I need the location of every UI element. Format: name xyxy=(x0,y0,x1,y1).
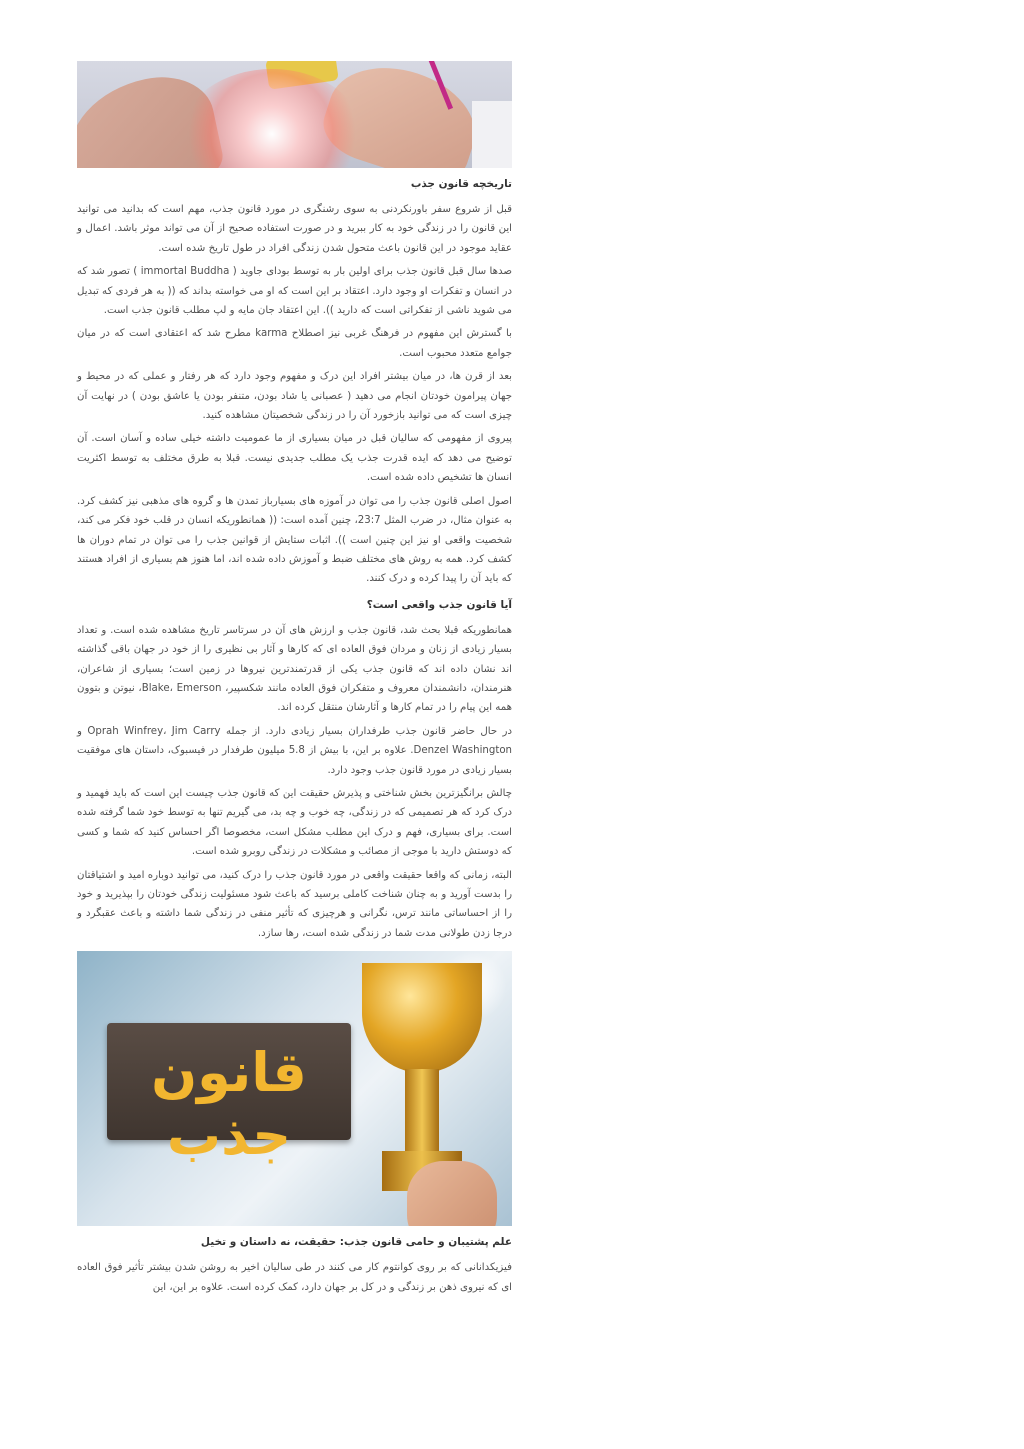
section-heading: آیا قانون جذب واقعی است؟ xyxy=(366,598,512,611)
paragraph: فیزیکدانانی که بر روی کوانتوم کار می کنند در طی سالیان اخیر به روشن شدن بیشتر تأثیر فوق العاده ای که نیروی ذهن بر زندگی و در کل بر جهان دارد، کمک کرده است. علاوه بر این، این xyxy=(77,1262,512,1293)
paragraph: همانطوریکه قبلا بحث شد، قانون جذب و ارزش های آن در سرتاسر تاریخ مشاهده شده است. و تعداد بسیار زیادی از زنان و مردان فوق العاده ای که کارها و آثار بی نظیری را از خود در جهان باقی گذاشته اند نشان داده اند که قانون جذب یکی از قدرتمندترین نیروها در زمین است؛ بسیاری از شاعران، هنرمندان، دانشمندان معروف و متفکران فوق العاده مانند شکسپیر، Blake، Emerson، نیوتن و بتوون همه این پیام را در تمام کارها و آثارشان منتقل کرده اند. xyxy=(77,624,513,714)
paragraph: صدها سال قبل قانون جذب برای اولین بار به توسط بودای جاوید ( immortal Buddha ) تصور شد که در انسان و تفکرات او وجود دارد. اعتقاد بر این است که او می خواسته بداند که (( به هر فردی که تبدیل می شوید ناشی از تفکراتی است که دارید )). این اعتقاد جان مایه و لپ مطلب قانون جذب است. xyxy=(77,266,513,317)
paragraph: البته، زمانی که واقعا حقیقت واقعی در مورد قانون جذب را درک کنید، می توانید دوباره امید و اشتیاقتان را بدست آورید و به چنان شناخت کاملی برسید که باعث شود مسئولیت زندگی خودتان را بپذیرید و خود را از احساساتی مانند ترس، نگرانی و هرچیزی که تأثیر منفی در زندگی شما داشته و باعث عقبگرد و درجا زدن طولانی مدت شما در زندگی شده است، رها سازد. xyxy=(77,869,512,939)
paragraph: چالش برانگیزترین بخش شناختی و پذیرش حقیقت این که قانون جذب چیست این است که باید فهمید و درک کرد که هر تصمیمی که در زندگی، چه خوب و چه بد، می گیریم تنها به توسط خود شما گرفته شده است. برای بسیاری، فهم و درک این مطلب مشکل است، مخصوصا اگر احساس کنید که شما و کسی که دوستش دارید با موجی از مصائب و مشکلات در زندگی روبرو شده است. xyxy=(77,787,512,858)
sleeve-shape xyxy=(472,101,512,168)
paragraph: در حال حاضر قانون جذب طرفداران بسیار زیادی دارد. از جمله Oprah Winfrey، Jim Carry و Denzel Washington. علاوه بر این، با بیش از 5.8 میلیون طرفدار در فیسبوک، داستان های موفقیت بسیار زیادی در مورد قانون جذب وجود دارد. xyxy=(77,725,513,776)
section-heading: تاریخچه قانون جذب xyxy=(410,178,512,190)
hero-image xyxy=(77,61,512,168)
paragraph: پیروی از مفهومی که سالیان قبل در میان بسیاری از ما عمومیت داشته خیلی ساده و آسان است. آن توضیح می دهد که ایده قدرت جذب یک مطلب جدیدی نیست. قبلا به طرق مختلف به توسط اکثریت انسان ها تشخیص داده شده است. xyxy=(77,433,512,484)
trophy-image xyxy=(77,951,512,1226)
section-heading: علم پشتیبان و حامی قانون جذب: حقیقت، نه داستان و تخیل xyxy=(200,1236,512,1249)
article-column xyxy=(77,61,512,1301)
sign-text: قانون جذب xyxy=(151,1041,307,1168)
paragraph: اصول اصلی قانون جذب را می توان در آموزه های بسیارباز تمدن ها و گروه های مذهبی نیز کشف کرد. به عنوان مثال، در ضرب المثل 23:7، چنین آمده است: (( همانطوریکه انسان در قلب خود فکر می کند، شخصیت واقعی او نیز این چنین است )). اثبات ستایش از قوانین جذب را می توان در تمام دوران ها کشف کرد. همه به روش های مختلف ضبط و آموزش داده شده اند، اما هنوز هم بسیاری از افراد هستند که باید آن را پیدا کرده و درک کنند. xyxy=(77,495,512,585)
hand-shape xyxy=(407,1161,497,1226)
paragraph: قبل از شروع سفر باورنکردنی به سوی رشنگری در مورد قانون جذب، مهم است که بدانید می توانید این قانون را در زندگی خود به کار ببرید و در صورت استفاده صحیح از آن می تواند موثر باشد. اعمال و عقاید موجود در این قانون باعث متحول شدن زندگی افراد در طول تاریخ شده است. xyxy=(77,204,512,254)
paragraph: بعد از قرن ها، در میان بیشتر افراد این درک و مفهوم وجود دارد که هر رفتار و عملی که در محیط و جهان پیرامون خودتان انجام می دهید ( عصبانی یا شاد بودن، متنفر بودن یا عاشق بودن ) در نهایت آن چیزی است که می توانید بازخورد آن را در زندگی شخصیتان مشاهده کنید. xyxy=(77,371,512,422)
trophy-stem-shape xyxy=(405,1069,439,1159)
light-glow xyxy=(182,69,362,168)
paragraph: با گسترش این مفهوم در فرهنگ غربی نیز اصطلاح karma مطرح شد که اعتقادی است که در میان جوامع متعدد محبوب است. xyxy=(77,328,512,359)
trophy-cup-shape xyxy=(362,963,482,1073)
title-sign xyxy=(107,1023,351,1168)
